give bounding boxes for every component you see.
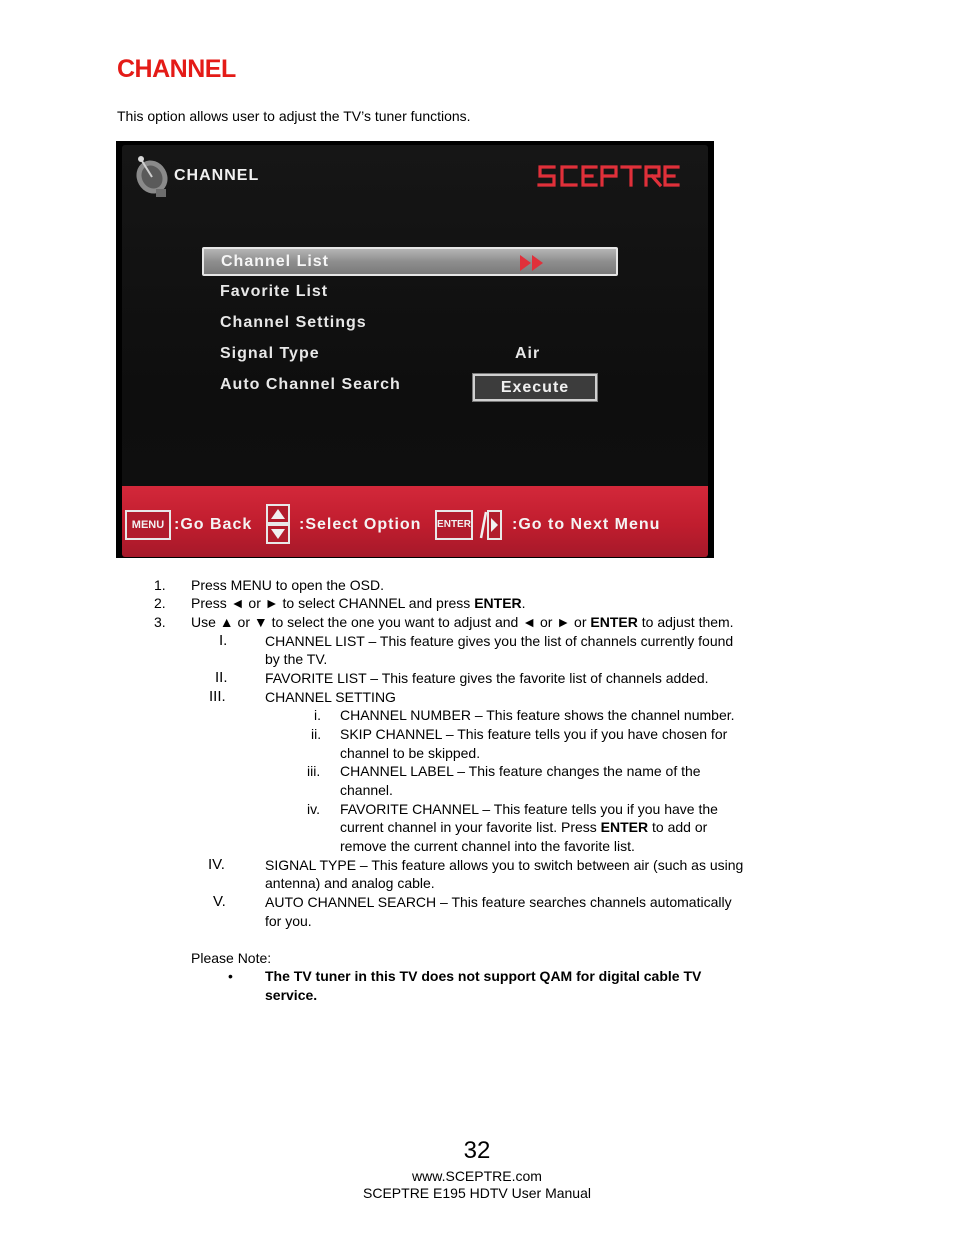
footer-website: www.SCEPTRE.com (412, 1168, 542, 1184)
sub-number: I. (219, 632, 228, 649)
subsub-number: ii. (311, 726, 322, 742)
step-number: 2. (154, 595, 166, 611)
note-text: service. (265, 987, 318, 1003)
menu-item-channel-settings[interactable]: Channel Settings (220, 314, 367, 331)
execute-button[interactable]: Execute (473, 374, 597, 401)
subsub-number: iv. (307, 801, 320, 817)
subsub-number: iii. (307, 763, 321, 779)
fast-forward-icon (519, 254, 545, 272)
menu-key-icon: MENU (125, 510, 171, 540)
sub-text: CHANNEL LIST – This feature gives you the list of channels currently found (265, 633, 734, 649)
go-to-next-menu-label: :Go to Next Menu (512, 516, 661, 533)
sub-text: CHANNEL SETTING (265, 689, 396, 705)
satellite-dish-icon (130, 151, 174, 199)
sub-text: antenna) and analog cable. (265, 875, 435, 891)
subsub-text: remove the current channel into the favorite list. (340, 838, 635, 854)
osd-screen (122, 145, 708, 557)
menu-item-label: Channel List (221, 253, 330, 270)
sub-number: V. (213, 893, 226, 910)
step-text: Use ▲ or ▼ to select the one you want to adjust and ◄ or ► or ENTER to adjust them. (191, 614, 734, 630)
sceptre-logo (536, 163, 680, 189)
bullet: • (228, 968, 233, 984)
sub-text: FAVORITE LIST – This feature gives the favorite list of channels added. (265, 670, 709, 686)
subsub-text: CHANNEL LABEL – This feature changes the name of the (340, 763, 701, 779)
right-arrow-key-icon (472, 510, 502, 540)
footer-manual-title: SCEPTRE E195 HDTV User Manual (363, 1185, 591, 1201)
step-text: Press ◄ or ► to select CHANNEL and press ENTER. (191, 595, 526, 611)
enter-key-icon: ENTER (435, 510, 473, 540)
sub-number: II. (215, 669, 228, 686)
subsub-number: i. (314, 707, 321, 723)
up-down-arrow-icon (266, 504, 290, 544)
step-number: 1. (154, 577, 166, 593)
menu-item-favorite-list[interactable]: Favorite List (220, 283, 329, 300)
note-text: The TV tuner in this TV does not support QAM for digital cable TV (265, 968, 702, 984)
page-number: 32 (463, 1137, 491, 1164)
menu-item-signal-type[interactable]: Signal Type (220, 345, 320, 362)
subsub-text: current channel in your favorite list. Press ENTER to add or (340, 819, 708, 835)
subsub-text: SKIP CHANNEL – This feature tells you if you have chosen for (340, 726, 728, 742)
go-back-label: :Go Back (174, 516, 253, 533)
page-title: CHANNEL (117, 55, 236, 83)
osd-footer (122, 486, 708, 557)
sub-text: AUTO CHANNEL SEARCH – This feature searches channels automatically (265, 894, 732, 910)
sub-number: III. (209, 688, 226, 705)
intro-text: This option allows user to adjust the TV’s tuner functions. (117, 108, 471, 124)
subsub-text: channel to be skipped. (340, 745, 481, 761)
sub-text: by the TV. (265, 651, 328, 667)
note-label: Please Note: (191, 950, 272, 966)
step-number: 3. (154, 614, 166, 630)
step-text: Press MENU to open the OSD. (191, 577, 384, 593)
sub-text: for you. (265, 913, 312, 929)
osd-title: CHANNEL (174, 167, 260, 184)
sub-text: SIGNAL TYPE – This feature allows you to switch between air (such as using (265, 857, 744, 873)
signal-type-value: Air (515, 345, 541, 362)
menu-item-channel-list[interactable] (202, 247, 618, 276)
menu-item-auto-channel-search[interactable]: Auto Channel Search (220, 376, 401, 393)
select-option-label: :Select Option (299, 516, 422, 533)
osd-screenshot (116, 141, 714, 558)
subsub-text: channel. (340, 782, 393, 798)
subsub-text: CHANNEL NUMBER – This feature shows the channel number. (340, 707, 735, 723)
sub-number: IV. (208, 856, 225, 873)
subsub-text: FAVORITE CHANNEL – This feature tells you if you have the (340, 801, 718, 817)
